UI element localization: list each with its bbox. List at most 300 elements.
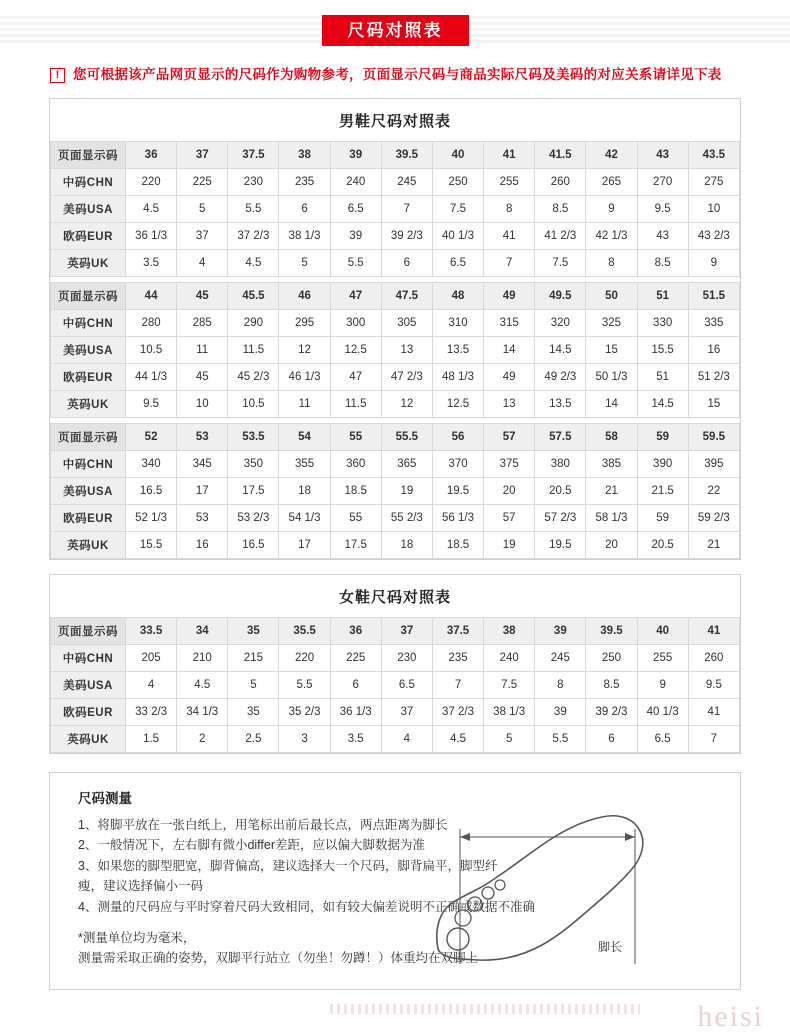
row-header-cell: 中码CHN xyxy=(51,309,126,336)
table-cell: 45 xyxy=(177,282,228,309)
table-cell: 15.5 xyxy=(637,336,688,363)
table-cell: 7 xyxy=(688,725,739,752)
table-cell: 44 xyxy=(126,282,177,309)
table-cell: 35.5 xyxy=(279,617,330,644)
table-cell: 39 xyxy=(535,698,586,725)
size-chart-page xyxy=(0,8,790,1036)
table-cell: 46 xyxy=(279,282,330,309)
table-cell: 4 xyxy=(177,249,228,276)
table-cell: 57 xyxy=(484,423,535,450)
table-cell: 7 xyxy=(484,249,535,276)
row-header-cell: 欧码EUR xyxy=(51,222,126,249)
table-cell: 6.5 xyxy=(330,195,381,222)
table-cell: 5 xyxy=(228,671,279,698)
table-cell: 44 1/3 xyxy=(126,363,177,390)
table-cell: 41.5 xyxy=(535,141,586,168)
measurement-title: 尺码测量 xyxy=(78,790,132,806)
table-cell: 58 1/3 xyxy=(586,504,637,531)
table-cell: 43 xyxy=(637,222,688,249)
table-row xyxy=(51,141,740,168)
row-header-cell: 页面显示码 xyxy=(51,282,126,309)
table-cell: 285 xyxy=(177,309,228,336)
table-cell: 6 xyxy=(279,195,330,222)
table-cell: 220 xyxy=(126,168,177,195)
table-cell: 36 1/3 xyxy=(126,222,177,249)
table-cell: 250 xyxy=(432,168,483,195)
table-cell: 365 xyxy=(381,450,432,477)
table-cell: 54 1/3 xyxy=(279,504,330,531)
table-cell: 390 xyxy=(637,450,688,477)
table-cell: 48 1/3 xyxy=(432,363,483,390)
measurement-item: 3、如果您的脚型肥宽，脚背偏高，建议选择大一个尺码，脚背扁平，脚型纤瘦，建议选择偏小一码 xyxy=(78,858,498,894)
table-cell: 36 xyxy=(126,141,177,168)
table-row xyxy=(51,450,740,477)
women-size-table xyxy=(50,617,740,753)
table-cell: 12 xyxy=(381,390,432,417)
table-cell: 330 xyxy=(637,309,688,336)
table-row xyxy=(51,698,740,725)
table-cell: 7.5 xyxy=(432,195,483,222)
row-header-cell: 美码USA xyxy=(51,671,126,698)
table-cell: 39 xyxy=(535,617,586,644)
table-cell: 370 xyxy=(432,450,483,477)
table-cell: 13 xyxy=(381,336,432,363)
table-cell: 21 xyxy=(688,531,739,558)
table-cell: 6 xyxy=(381,249,432,276)
table-cell: 15 xyxy=(688,390,739,417)
table-cell: 16.5 xyxy=(126,477,177,504)
table-cell: 7 xyxy=(381,195,432,222)
table-cell: 6.5 xyxy=(637,725,688,752)
table-cell: 210 xyxy=(177,644,228,671)
table-cell: 38 1/3 xyxy=(484,698,535,725)
table-cell: 17.5 xyxy=(228,477,279,504)
table-cell: 320 xyxy=(535,309,586,336)
table-cell: 45.5 xyxy=(228,282,279,309)
table-row xyxy=(51,671,740,698)
table-cell: 240 xyxy=(484,644,535,671)
table-cell: 8 xyxy=(535,671,586,698)
table-cell: 53.5 xyxy=(228,423,279,450)
table-cell: 19.5 xyxy=(432,477,483,504)
table-cell: 350 xyxy=(228,450,279,477)
table-row xyxy=(51,363,740,390)
table-cell: 37.5 xyxy=(432,617,483,644)
table-cell: 19 xyxy=(484,531,535,558)
table-cell: 41 xyxy=(688,698,739,725)
table-cell: 33 2/3 xyxy=(126,698,177,725)
table-cell: 14.5 xyxy=(637,390,688,417)
table-cell: 8.5 xyxy=(586,671,637,698)
table-row xyxy=(51,477,740,504)
row-header-cell: 英码UK xyxy=(51,531,126,558)
table-cell: 14 xyxy=(484,336,535,363)
table-cell: 14 xyxy=(586,390,637,417)
table-cell: 47 xyxy=(330,282,381,309)
table-cell: 12.5 xyxy=(432,390,483,417)
table-cell: 56 1/3 xyxy=(432,504,483,531)
page-banner xyxy=(0,8,790,52)
table-row xyxy=(51,531,740,558)
table-cell: 55 2/3 xyxy=(381,504,432,531)
table-cell: 20.5 xyxy=(535,477,586,504)
table-cell: 5 xyxy=(177,195,228,222)
table-cell: 20 xyxy=(586,531,637,558)
table-cell: 300 xyxy=(330,309,381,336)
men-size-table-block xyxy=(49,98,741,560)
row-header-cell: 欧码EUR xyxy=(51,504,126,531)
table-cell: 18.5 xyxy=(432,531,483,558)
measurement-item: 4、测量的尺码应与平时穿着尺码大致相同，如有较大偏差说明不正确或数据不准确 xyxy=(78,900,535,915)
table-cell: 35 xyxy=(228,698,279,725)
women-size-table-block xyxy=(49,574,741,754)
table-cell: 11 xyxy=(177,336,228,363)
table-cell: 9.5 xyxy=(126,390,177,417)
table-cell: 335 xyxy=(688,309,739,336)
table-cell: 360 xyxy=(330,450,381,477)
table-cell: 47 xyxy=(330,363,381,390)
table-cell: 37.5 xyxy=(228,141,279,168)
table-cell: 39 xyxy=(330,222,381,249)
table-cell: 40 xyxy=(432,141,483,168)
table-cell: 40 1/3 xyxy=(637,698,688,725)
table-cell: 245 xyxy=(381,168,432,195)
table-cell: 245 xyxy=(535,644,586,671)
table-cell: 47 2/3 xyxy=(381,363,432,390)
table-cell: 10.5 xyxy=(228,390,279,417)
table-cell: 42 xyxy=(586,141,637,168)
table-cell: 55 xyxy=(330,504,381,531)
table-cell: 42 1/3 xyxy=(586,222,637,249)
row-header-cell: 美码USA xyxy=(51,336,126,363)
row-header-cell: 页面显示码 xyxy=(51,617,126,644)
row-header-cell: 英码UK xyxy=(51,249,126,276)
table-cell: 295 xyxy=(279,309,330,336)
table-cell: 13.5 xyxy=(432,336,483,363)
table-cell: 255 xyxy=(484,168,535,195)
table-row xyxy=(51,336,740,363)
table-cell: 43 xyxy=(637,141,688,168)
table-cell: 55.5 xyxy=(381,423,432,450)
table-cell: 57 2/3 xyxy=(535,504,586,531)
table-cell: 17.5 xyxy=(330,531,381,558)
table-cell: 6 xyxy=(330,671,381,698)
table-cell: 40 1/3 xyxy=(432,222,483,249)
table-cell: 46 1/3 xyxy=(279,363,330,390)
measurement-note-line: 测量需采取正确的姿势，双脚平行站立（勿坐！勿蹲！）体重均在双脚上 xyxy=(78,950,479,965)
table-cell: 4.5 xyxy=(432,725,483,752)
table-cell: 41 xyxy=(484,222,535,249)
table-cell: 59 xyxy=(637,423,688,450)
table-cell: 225 xyxy=(330,644,381,671)
table-cell: 54 xyxy=(279,423,330,450)
table-cell: 41 xyxy=(688,617,739,644)
table-cell: 53 2/3 xyxy=(228,504,279,531)
table-cell: 41 xyxy=(484,141,535,168)
table-cell: 1.5 xyxy=(126,725,177,752)
table-cell: 21.5 xyxy=(637,477,688,504)
table-cell: 375 xyxy=(484,450,535,477)
table-cell: 37 xyxy=(177,222,228,249)
row-header-cell: 中码CHN xyxy=(51,450,126,477)
table-cell: 7.5 xyxy=(535,249,586,276)
table-cell: 16 xyxy=(688,336,739,363)
table-cell: 16.5 xyxy=(228,531,279,558)
table-row xyxy=(51,195,740,222)
row-header-cell: 美码USA xyxy=(51,477,126,504)
table-cell: 3.5 xyxy=(126,249,177,276)
table-row xyxy=(51,309,740,336)
table-cell: 260 xyxy=(535,168,586,195)
table-cell: 7 xyxy=(432,671,483,698)
page-title: 尺码对照表 xyxy=(322,15,469,46)
table-cell: 2.5 xyxy=(228,725,279,752)
row-header-cell: 美码USA xyxy=(51,195,126,222)
table-row xyxy=(51,390,740,417)
watermark-text: heisi xyxy=(697,1000,764,1033)
notice-text: 您可根据该产品网页显示的尺码作为购物参考，页面显示尺码与商品实际尺码及美码的对应关系请详见下表 xyxy=(73,67,722,82)
table-cell: 355 xyxy=(279,450,330,477)
women-table-title: 女鞋尺码对照表 xyxy=(338,588,451,606)
table-cell: 8 xyxy=(484,195,535,222)
table-cell: 21 xyxy=(586,477,637,504)
table-cell: 40 xyxy=(637,617,688,644)
table-cell: 225 xyxy=(177,168,228,195)
table-cell: 52 1/3 xyxy=(126,504,177,531)
table-cell: 37 xyxy=(381,617,432,644)
table-cell: 49.5 xyxy=(535,282,586,309)
table-cell: 43.5 xyxy=(688,141,739,168)
table-cell: 49 xyxy=(484,282,535,309)
table-row xyxy=(51,504,740,531)
table-cell: 235 xyxy=(432,644,483,671)
table-cell: 13 xyxy=(484,390,535,417)
table-cell: 34 xyxy=(177,617,228,644)
table-row xyxy=(51,644,740,671)
table-cell: 19.5 xyxy=(535,531,586,558)
table-cell: 51.5 xyxy=(688,282,739,309)
table-cell: 385 xyxy=(586,450,637,477)
table-cell: 38 xyxy=(484,617,535,644)
table-cell: 5.5 xyxy=(330,249,381,276)
table-cell: 20 xyxy=(484,477,535,504)
table-cell: 4.5 xyxy=(126,195,177,222)
table-cell: 12 xyxy=(279,336,330,363)
table-row xyxy=(51,282,740,309)
table-cell: 14.5 xyxy=(535,336,586,363)
table-row xyxy=(51,423,740,450)
table-cell: 55 xyxy=(330,423,381,450)
table-cell: 275 xyxy=(688,168,739,195)
table-cell: 11.5 xyxy=(330,390,381,417)
row-header-cell: 欧码EUR xyxy=(51,698,126,725)
measurement-block xyxy=(49,772,741,990)
table-cell: 17 xyxy=(177,477,228,504)
exclamation-icon: ! xyxy=(50,68,65,83)
table-cell: 6.5 xyxy=(381,671,432,698)
table-cell: 8.5 xyxy=(637,249,688,276)
table-cell: 3 xyxy=(279,725,330,752)
table-cell: 16 xyxy=(177,531,228,558)
table-cell: 12.5 xyxy=(330,336,381,363)
table-cell: 57.5 xyxy=(535,423,586,450)
table-cell: 255 xyxy=(637,644,688,671)
table-cell: 52 xyxy=(126,423,177,450)
men-table-title: 男鞋尺码对照表 xyxy=(338,112,451,130)
table-cell: 3.5 xyxy=(330,725,381,752)
table-cell: 9.5 xyxy=(688,671,739,698)
table-cell: 50 xyxy=(586,282,637,309)
table-cell: 6 xyxy=(586,725,637,752)
watermark-stripes xyxy=(330,1004,640,1014)
table-cell: 38 1/3 xyxy=(279,222,330,249)
table-cell: 305 xyxy=(381,309,432,336)
table-cell: 13.5 xyxy=(535,390,586,417)
table-cell: 9 xyxy=(637,671,688,698)
table-cell: 18.5 xyxy=(330,477,381,504)
table-row xyxy=(51,249,740,276)
table-cell: 39 2/3 xyxy=(586,698,637,725)
table-cell: 250 xyxy=(586,644,637,671)
table-cell: 4.5 xyxy=(228,249,279,276)
table-cell: 53 xyxy=(177,504,228,531)
table-cell: 33.5 xyxy=(126,617,177,644)
table-cell: 37 xyxy=(381,698,432,725)
table-cell: 37 2/3 xyxy=(432,698,483,725)
table-cell: 2 xyxy=(177,725,228,752)
table-cell: 50 1/3 xyxy=(586,363,637,390)
table-cell: 58 xyxy=(586,423,637,450)
table-cell: 265 xyxy=(586,168,637,195)
table-cell: 290 xyxy=(228,309,279,336)
table-cell: 39.5 xyxy=(381,141,432,168)
table-cell: 37 2/3 xyxy=(228,222,279,249)
row-header-cell: 英码UK xyxy=(51,725,126,752)
table-cell: 5 xyxy=(279,249,330,276)
table-cell: 56 xyxy=(432,423,483,450)
table-cell: 43 2/3 xyxy=(688,222,739,249)
row-header-cell: 英码UK xyxy=(51,390,126,417)
table-cell: 35 xyxy=(228,617,279,644)
table-cell: 215 xyxy=(228,644,279,671)
table-cell: 51 xyxy=(637,363,688,390)
table-cell: 45 xyxy=(177,363,228,390)
table-cell: 7.5 xyxy=(484,671,535,698)
table-row xyxy=(51,222,740,249)
table-cell: 51 xyxy=(637,282,688,309)
table-cell: 315 xyxy=(484,309,535,336)
table-cell: 270 xyxy=(637,168,688,195)
table-cell: 380 xyxy=(535,450,586,477)
foot-length-label: 脚长 xyxy=(597,939,622,954)
table-cell: 59 xyxy=(637,504,688,531)
table-cell: 9 xyxy=(586,195,637,222)
table-cell: 8 xyxy=(586,249,637,276)
table-cell: 19 xyxy=(381,477,432,504)
table-cell: 39 xyxy=(330,141,381,168)
table-cell: 11.5 xyxy=(228,336,279,363)
table-cell: 53 xyxy=(177,423,228,450)
table-cell: 49 2/3 xyxy=(535,363,586,390)
table-cell: 59.5 xyxy=(688,423,739,450)
table-cell: 48 xyxy=(432,282,483,309)
table-cell: 17 xyxy=(279,531,330,558)
table-cell: 41 2/3 xyxy=(535,222,586,249)
table-cell: 240 xyxy=(330,168,381,195)
row-header-cell: 页面显示码 xyxy=(51,423,126,450)
table-row xyxy=(51,725,740,752)
measurement-note-line: *测量单位均为毫米， xyxy=(78,930,196,945)
table-cell: 5.5 xyxy=(279,671,330,698)
table-cell: 230 xyxy=(228,168,279,195)
table-cell: 39 2/3 xyxy=(381,222,432,249)
table-cell: 4 xyxy=(381,725,432,752)
table-cell: 340 xyxy=(126,450,177,477)
table-cell: 45 2/3 xyxy=(228,363,279,390)
table-cell: 5 xyxy=(484,725,535,752)
table-cell: 36 1/3 xyxy=(330,698,381,725)
table-cell: 205 xyxy=(126,644,177,671)
table-cell: 4.5 xyxy=(177,671,228,698)
table-cell: 18 xyxy=(381,531,432,558)
table-cell: 280 xyxy=(126,309,177,336)
table-cell: 11 xyxy=(279,390,330,417)
table-cell: 9 xyxy=(688,249,739,276)
table-cell: 49 xyxy=(484,363,535,390)
table-cell: 220 xyxy=(279,644,330,671)
table-cell: 34 1/3 xyxy=(177,698,228,725)
table-cell: 47.5 xyxy=(381,282,432,309)
measurement-item: 1、将脚平放在一张白纸上，用笔标出前后最长点，两点距离为脚长 xyxy=(78,817,448,832)
table-cell: 20.5 xyxy=(637,531,688,558)
table-cell: 15 xyxy=(586,336,637,363)
table-cell: 345 xyxy=(177,450,228,477)
table-cell: 36 xyxy=(330,617,381,644)
row-header-cell: 中码CHN xyxy=(51,644,126,671)
table-cell: 10 xyxy=(177,390,228,417)
table-cell: 395 xyxy=(688,450,739,477)
measurement-item: 2、一般情况下，左右脚有微小differ差距，应以偏大脚数据为准 xyxy=(78,838,426,853)
table-row xyxy=(51,168,740,195)
table-cell: 10 xyxy=(688,195,739,222)
table-cell: 260 xyxy=(688,644,739,671)
row-header-cell: 中码CHN xyxy=(51,168,126,195)
table-cell: 5.5 xyxy=(228,195,279,222)
table-cell: 235 xyxy=(279,168,330,195)
table-cell: 4 xyxy=(126,671,177,698)
table-cell: 37 xyxy=(177,141,228,168)
table-cell: 15.5 xyxy=(126,531,177,558)
table-cell: 6.5 xyxy=(432,249,483,276)
table-cell: 59 2/3 xyxy=(688,504,739,531)
row-header-cell: 页面显示码 xyxy=(51,141,126,168)
table-cell: 57 xyxy=(484,504,535,531)
foot-diagram-icon xyxy=(430,799,730,989)
table-cell: 38 xyxy=(279,141,330,168)
table-cell: 39.5 xyxy=(586,617,637,644)
table-cell: 8.5 xyxy=(535,195,586,222)
table-cell: 9.5 xyxy=(637,195,688,222)
table-cell: 22 xyxy=(688,477,739,504)
table-cell: 325 xyxy=(586,309,637,336)
table-cell: 310 xyxy=(432,309,483,336)
table-cell: 18 xyxy=(279,477,330,504)
table-cell: 35 2/3 xyxy=(279,698,330,725)
table-cell: 230 xyxy=(381,644,432,671)
men-size-table xyxy=(50,141,740,559)
row-header-cell: 欧码EUR xyxy=(51,363,126,390)
table-row xyxy=(51,617,740,644)
